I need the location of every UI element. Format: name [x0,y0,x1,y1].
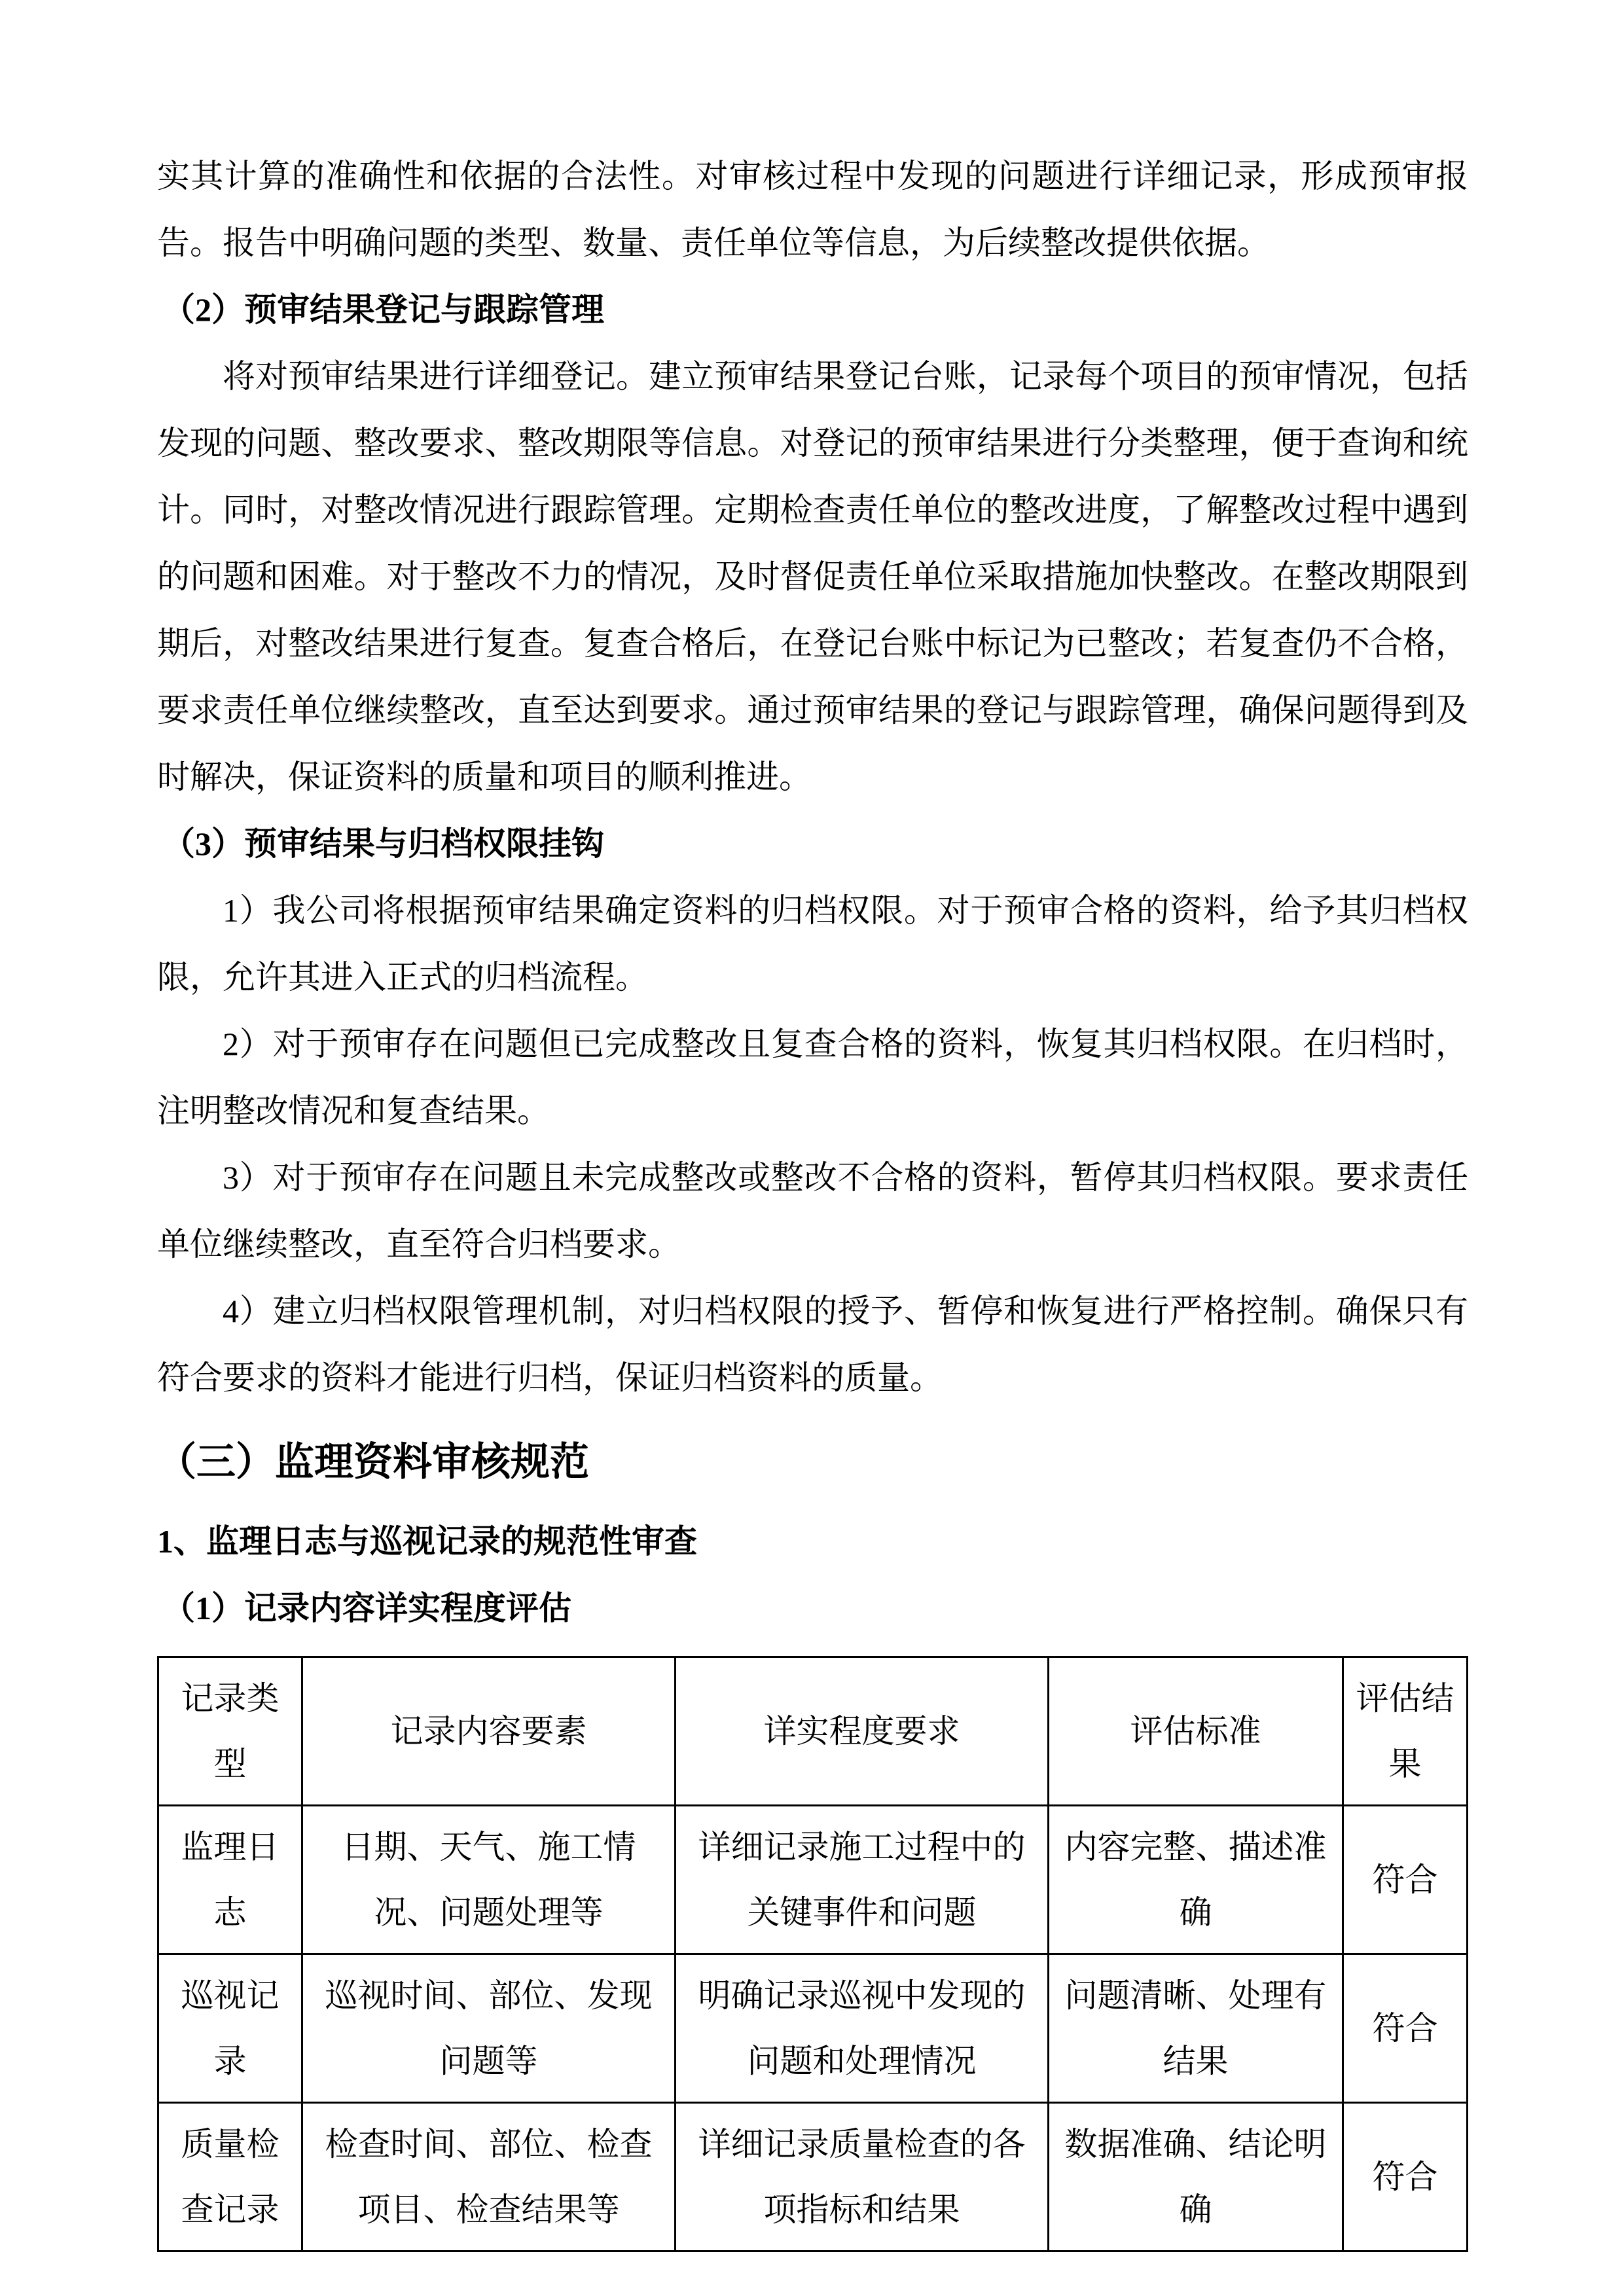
table-header-cell-detail-requirement: 详实程度要求 [676,1657,1049,1806]
table-cell: 符合 [1343,1954,1468,2103]
section-2-heading: （2）预审结果登记与跟踪管理 [162,291,604,328]
table-cell: 数据准确、结论明确 [1049,2103,1343,2251]
table-header-cell-record-type: 记录类型 [158,1657,302,1806]
table-cell: 内容完整、描述准确 [1049,1806,1343,1954]
table-cell: 符合 [1343,2103,1468,2251]
table-cell: 详细记录施工过程中的关键事件和问题 [676,1806,1049,1954]
table-cell: 日期、天气、施工情况、问题处理等 [302,1806,676,1954]
section-3-item-3: 3）对于预审存在问题且未完成整改或整改不合格的资料，暂停其归档权限。要求责任单位继续整改，直至符合归档要求。 [157,1159,1468,1263]
paragraph-continuation: 实其计算的准确性和依据的合法性。对审核过程中发现的问题进行详细记录，形成预审报告。报告中明确问题的类型、数量、责任单位等信息，为后续整改提供依据。 [157,158,1468,261]
table-cell: 巡视记录 [158,1954,302,2103]
table-cell: 问题清晰、处理有结果 [1049,1954,1343,2103]
section-2-paragraph: 将对预审结果进行详细登记。建立预审结果登记台账，记录每个项目的预审情况，包括发现的问题、整改要求、整改期限等信息。对登记的预审结果进行分类整理，便于查询和统计。同时，对整改情况进行跟踪管理。定期检查责任单位的整改进度，了解整改过程中遇到的问题和困难。对于整改不力的情况，及时督促责任单位采取措施加快整改。在整改期限到期后，对整改结果进行复查。复查合格后，在登记台账中标记为已整改；若复查仍不合格，要求责任单位继续整改，直至达到要求。通过预审结果的登记与跟踪管理，确保问题得到及时解决，保证资料的质量和项目的顺利推进。 [157,358,1468,795]
table-header-cell-content-elements: 记录内容要素 [302,1657,676,1806]
table-cell: 监理日志 [158,1806,302,1954]
table-row [158,1954,1468,2103]
section-3-heading: （3）预审结果与归档权限挂钩 [162,825,604,862]
table-cell: 巡视时间、部位、发现问题等 [302,1954,676,2103]
table-row [158,2103,1468,2251]
subsection-1-1-heading: （1）记录内容详实程度评估 [162,1590,571,1626]
table-header-cell-assessment-standard: 评估标准 [1049,1657,1343,1806]
table-header-row [158,1657,1468,1806]
table-row [158,1806,1468,1954]
table-header-cell-assessment-result: 评估结果 [1343,1657,1468,1806]
table-cell: 详细记录质量检查的各项指标和结果 [676,2103,1049,2251]
section-3-item-4: 4）建立归档权限管理机制，对归档权限的授予、暂停和恢复进行严格控制。确保只有符合要求的资料才能进行归档，保证归档资料的质量。 [157,1293,1468,1396]
section-3-item-1: 1）我公司将根据预审结果确定资料的归档权限。对于预审合格的资料，给予其归档权限，允许其进入正式的归档流程。 [157,892,1468,996]
table-cell: 质量检查记录 [158,2103,302,2251]
assessment-table [157,1656,1468,2252]
table-cell: 检查时间、部位、检查项目、检查结果等 [302,2103,676,2251]
section-3-item-2: 2）对于预审存在问题但已完成整改且复查合格的资料，恢复其归档权限。在归档时，注明整改情况和复查结果。 [157,1026,1468,1129]
table-cell: 符合 [1343,1806,1468,1954]
table-cell: 明确记录巡视中发现的问题和处理情况 [676,1954,1049,2103]
section-three-heading: （三）监理资料审核规范 [157,1441,589,1484]
subsection-1-heading: 1、监理日志与巡视记录的规范性审查 [157,1523,697,1560]
